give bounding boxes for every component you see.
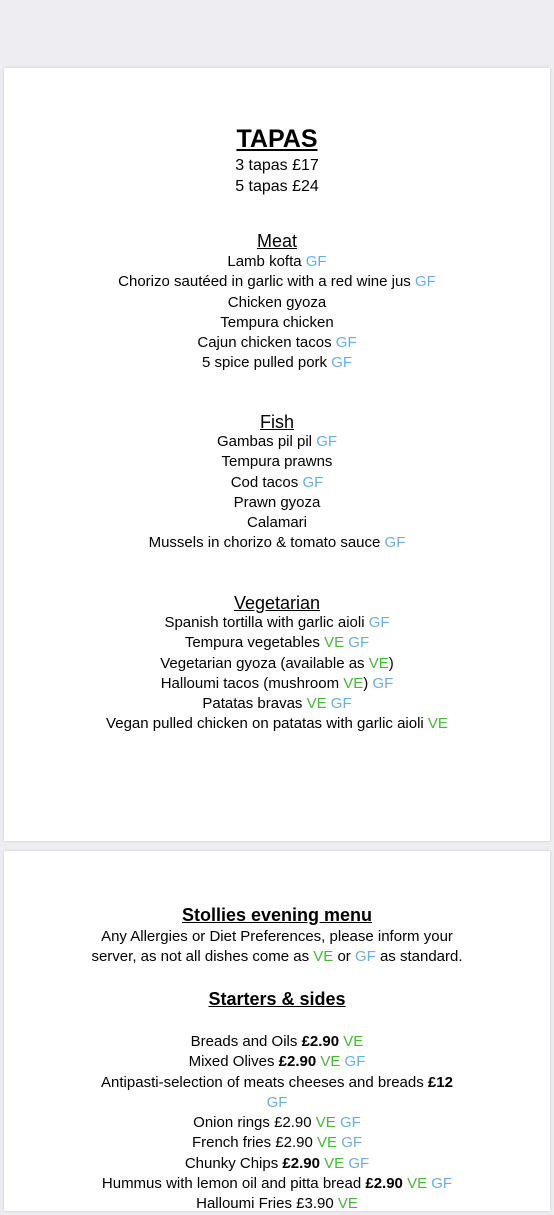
- gluten-free-tag: GF: [344, 1053, 366, 1071]
- section-heading-vegetarian: Vegetarian: [233, 593, 321, 613]
- vegan-tag: VE: [427, 715, 448, 733]
- menu-item: [4, 1194, 550, 1214]
- gluten-free-tag: GF: [302, 473, 324, 491]
- menu-item-name: Cod tacos: [230, 473, 299, 491]
- menu-item: [4, 1032, 550, 1052]
- menu-item: [4, 313, 550, 333]
- menu-item-name: Vegetarian gyoza (available as: [160, 654, 365, 672]
- menu-item-name: Hummus with lemon oil and pitta bread: [101, 1175, 362, 1193]
- menu-item-name: French fries: [191, 1134, 272, 1152]
- tapas-title: TAPAS: [236, 125, 318, 153]
- menu-item-name: Cajun chicken tacos: [197, 334, 332, 352]
- menu-item-name: Gambas pil pil: [216, 433, 313, 450]
- menu-item-price: £2.90: [365, 1175, 403, 1193]
- menu-item: [4, 1154, 550, 1174]
- menu-item-suffix: ): [388, 654, 394, 672]
- menu-item-name: Vegan pulled chicken on patatas with garlic aioli: [106, 715, 424, 733]
- menu-item-name: Patatas bravas: [202, 695, 303, 713]
- menu-item: [4, 1174, 550, 1194]
- menu-item: [4, 432, 550, 452]
- allergy-note-end: as standard.: [379, 948, 463, 965]
- allergy-note-text: server, as not all dishes come as: [91, 948, 310, 965]
- menu-item-name: Chorizo sautéed in garlic with a red wine jus: [118, 273, 411, 291]
- menu-item-price: £3.90: [296, 1195, 334, 1213]
- gluten-free-tag: GF: [431, 1175, 453, 1193]
- menu-item: [4, 333, 550, 353]
- menu-item-price: £2.90: [274, 1114, 312, 1132]
- gluten-free-tag: GF: [341, 1134, 363, 1152]
- tapas-menu-page: [4, 68, 550, 841]
- vegan-tag: VE: [317, 1134, 338, 1152]
- menu-item-name: Prawn gyoza: [233, 493, 321, 511]
- menu-item-name: 5 spice pulled pork: [201, 354, 328, 372]
- menu-item-name: Chunky Chips: [184, 1154, 279, 1172]
- menu-item: [4, 694, 550, 714]
- vegan-tag: VE: [313, 948, 334, 965]
- menu-item: [4, 1133, 550, 1153]
- menu-item: [4, 674, 550, 694]
- menu-item-price: £2.90: [275, 1134, 313, 1152]
- gluten-free-tag: GF: [354, 948, 376, 965]
- menu-item: [4, 1073, 550, 1093]
- menu-item: [4, 1093, 550, 1113]
- vegan-tag: VE: [368, 654, 389, 672]
- vegan-tag: VE: [343, 674, 364, 692]
- gluten-free-tag: GF: [372, 674, 394, 692]
- vegan-tag: VE: [343, 1033, 364, 1050]
- gluten-free-tag: GF: [348, 634, 370, 652]
- starters-sides-heading: Starters & sides: [208, 989, 346, 1009]
- menu-item: [4, 493, 550, 513]
- vegan-tag: VE: [315, 1114, 336, 1132]
- gluten-free-tag: GF: [414, 273, 436, 291]
- vegan-tag: VE: [306, 695, 327, 713]
- menu-item-name: Tempura prawns: [221, 453, 333, 471]
- menu-item: [4, 252, 550, 272]
- menu-item-name: Halloumi tacos (mushroom: [160, 674, 344, 692]
- menu-item: [4, 654, 550, 674]
- menu-item: [4, 633, 550, 653]
- menu-item: [4, 272, 550, 292]
- vegan-tag: VE: [324, 1154, 345, 1172]
- menu-item-name: Halloumi Fries: [196, 1195, 292, 1213]
- vegetarian-item-list: [4, 613, 550, 735]
- menu-item: [4, 533, 550, 553]
- allergy-note-or: or: [337, 948, 351, 965]
- menu-item-suffix: ): [363, 674, 369, 692]
- price-3-tapas: 3 tapas £17: [235, 157, 319, 174]
- section-heading-meat: Meat: [256, 231, 298, 251]
- menu-item-name: Spanish tortilla with garlic aioli: [164, 614, 365, 631]
- meat-item-list: [4, 252, 550, 374]
- vegan-tag: VE: [407, 1175, 428, 1193]
- vegan-tag: VE: [324, 634, 345, 652]
- gluten-free-tag: GF: [305, 253, 327, 270]
- menu-item: [4, 714, 550, 734]
- menu-item-name: Breads and Oils: [190, 1033, 298, 1050]
- allergy-note-line-2: [4, 947, 550, 967]
- menu-item-price: £2.90: [278, 1053, 317, 1071]
- menu-item-name: Mixed Olives: [188, 1053, 275, 1071]
- menu-item-name: Onion rings: [193, 1114, 270, 1132]
- price-5-tapas: 5 tapas £24: [235, 178, 319, 195]
- menu-item: [4, 293, 550, 313]
- menu-item-name: Antipasti-selection of meats cheeses and breads: [101, 1073, 424, 1091]
- gluten-free-tag: GF: [316, 433, 338, 450]
- gluten-free-tag: GF: [335, 334, 357, 352]
- evening-menu-page: [4, 851, 550, 1211]
- menu-item: [4, 452, 550, 472]
- gluten-free-tag: GF: [331, 354, 353, 372]
- menu-item-price: £12: [427, 1073, 453, 1091]
- menu-item: [4, 513, 550, 533]
- menu-item-name: Calamari: [246, 514, 307, 532]
- vegan-tag: VE: [320, 1053, 341, 1071]
- evening-menu-title: Stollies evening menu: [181, 905, 373, 925]
- gluten-free-tag: GF: [368, 614, 390, 631]
- menu-item-name: Mussels in chorizo & tomato sauce: [148, 534, 381, 552]
- menu-item: [4, 473, 550, 493]
- menu-item: [4, 1052, 550, 1072]
- gluten-free-tag: GF: [348, 1154, 370, 1172]
- menu-item: [4, 1113, 550, 1133]
- gluten-free-tag: GF: [339, 1114, 361, 1132]
- menu-item: [4, 613, 550, 633]
- menu-item-price: £2.90: [282, 1154, 320, 1172]
- gluten-free-tag: GF: [384, 534, 406, 552]
- gluten-free-tag: GF: [266, 1093, 288, 1111]
- menu-item-name: Chicken gyoza: [227, 293, 327, 311]
- vegan-tag: VE: [337, 1195, 358, 1213]
- section-heading-fish: Fish: [259, 412, 294, 432]
- menu-item-price: £2.90: [301, 1033, 340, 1050]
- menu-item-name: Lamb kofta: [227, 253, 302, 270]
- starters-item-list: [4, 1032, 550, 1215]
- menu-item-name: Tempura chicken: [220, 313, 334, 331]
- menu-item: [4, 353, 550, 373]
- allergy-note-line-1: Any Allergies or Diet Preferences, please inform your: [101, 928, 453, 945]
- fish-item-list: [4, 432, 550, 554]
- gluten-free-tag: GF: [330, 695, 352, 713]
- menu-item-name: Tempura vegetables: [184, 634, 320, 652]
